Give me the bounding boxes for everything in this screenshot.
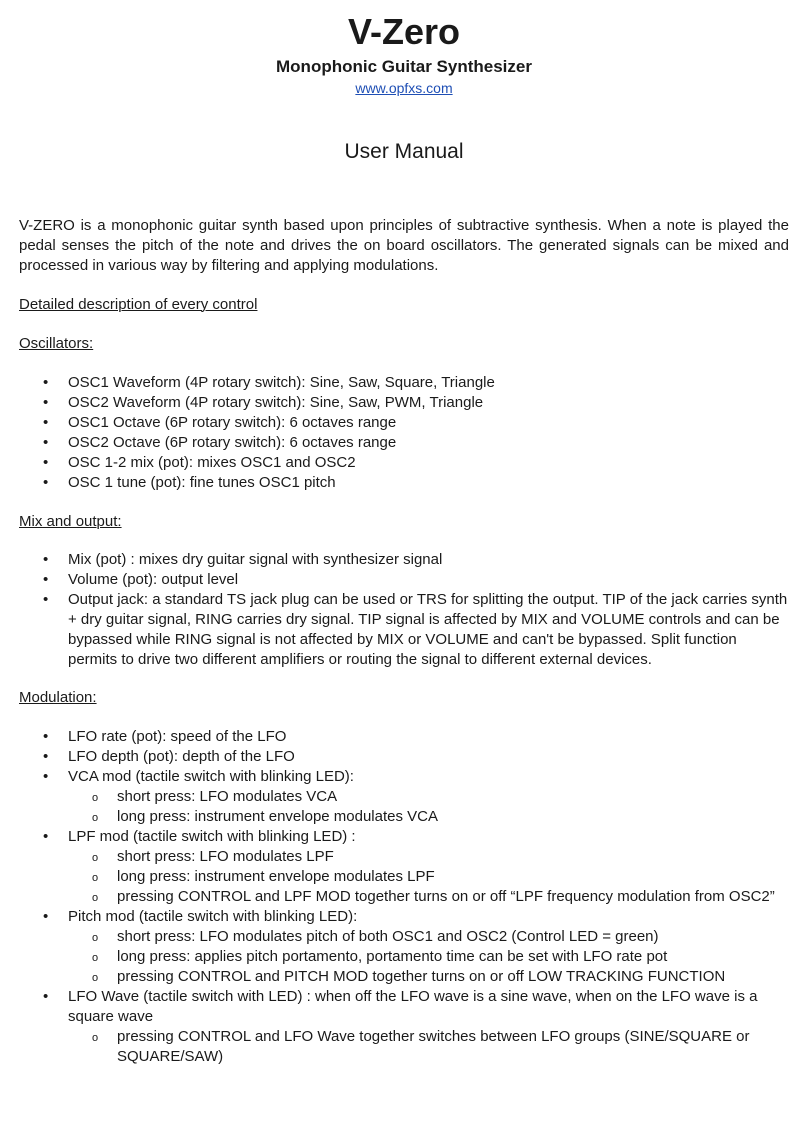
sub-list-item: o short press: LFO modulates LPF xyxy=(68,847,789,867)
list-item: • OSC1 Octave (6P rotary switch): 6 octaves range xyxy=(19,413,789,433)
sub-list-item: o short press: LFO modulates VCA xyxy=(68,787,789,807)
product-subtitle: Monophonic Guitar Synthesizer xyxy=(276,57,532,76)
list-item-label: VCA mod (tactile switch with blinking LED): xyxy=(68,768,354,785)
list-item xyxy=(19,727,789,747)
modulation-heading: Modulation: xyxy=(19,689,97,706)
sub-list-item: o pressing CONTROL and PITCH MOD together turns on or off LOW TRACKING FUNCTION xyxy=(68,967,789,987)
sub-list xyxy=(68,1027,789,1067)
sub-list-item: o long press: applies pitch portamento, portamento time can be set with LFO rate pot xyxy=(68,947,789,967)
oscillators-list xyxy=(19,373,789,493)
sub-list-item: o pressing CONTROL and LFO Wave together switches between LFO groups (SINE/SQUARE or SQUARE/SAW) xyxy=(68,1027,789,1067)
list-item-label: LFO depth (pot): depth of the LFO xyxy=(68,748,295,765)
list-item: • Volume (pot): output level xyxy=(19,570,789,590)
mix-output-heading: Mix and output: xyxy=(19,513,122,530)
sub-list-item: o long press: instrument envelope modulates VCA xyxy=(68,807,789,827)
list-item: • Mix (pot) : mixes dry guitar signal with synthesizer signal xyxy=(19,550,789,570)
sub-list-item: o short press: LFO modulates pitch of both OSC1 and OSC2 (Control LED = green) xyxy=(68,927,789,947)
sub-list xyxy=(68,927,789,987)
list-item-label: LPF mod (tactile switch with blinking LED) : xyxy=(68,828,356,845)
list-item: • Output jack: a standard TS jack plug can be used or TRS for splitting the output. TIP of the jack carries synth + dry guitar signal, RING carries dry signal. TIP signal is affected by MIX and VOLUME controls and can be bypassed while RING signal is not affected by MIX or VOLUME and can't be bypassed. Split function permits to drive two different amplifiers or routing the signal to different external devices. xyxy=(19,590,789,670)
list-item xyxy=(19,747,789,767)
list-item: • OSC2 Octave (6P rotary switch): 6 octaves range xyxy=(19,433,789,453)
manual-title: User Manual xyxy=(344,140,464,163)
intro-paragraph: V-ZERO is a monophonic guitar synth based upon principles of subtractive synthesis. When a note is played the pedal senses the pitch of the note and drives the on board oscillators. The generated signals can be mixed and processed in various way by filtering and applying modulations. xyxy=(19,217,789,274)
oscillators-heading: Oscillators: xyxy=(19,335,94,352)
list-item-label: Pitch mod (tactile switch with blinking LED): xyxy=(68,908,358,925)
list-item: • OSC 1-2 mix (pot): mixes OSC1 and OSC2 xyxy=(19,453,789,473)
list-item: • OSC2 Waveform (4P rotary switch): Sine, Saw, PWM, Triangle xyxy=(19,393,789,413)
detailed-description-heading: Detailed description of every control xyxy=(19,296,258,313)
sub-list-item: o pressing CONTROL and LPF MOD together turns on or off “LPF frequency modulation from OSC2” xyxy=(68,887,789,907)
mix-output-list xyxy=(19,550,789,670)
modulation-list xyxy=(19,727,789,1067)
website-link[interactable]: www.opfxs.com xyxy=(355,80,453,96)
product-title: V-Zero xyxy=(347,11,461,52)
list-item xyxy=(19,767,789,827)
list-item xyxy=(19,827,789,907)
list-item xyxy=(19,987,789,1067)
list-item: • OSC1 Waveform (4P rotary switch): Sine, Saw, Square, Triangle xyxy=(19,373,789,393)
website-line xyxy=(0,78,808,98)
sub-list xyxy=(68,847,789,907)
sub-list xyxy=(68,787,789,827)
list-item-label: LFO rate (pot): speed of the LFO xyxy=(68,728,287,745)
list-item-label: LFO Wave (tactile switch with LED) : when off the LFO wave is a sine wave, when on the LFO wave is a square wave xyxy=(68,988,758,1025)
list-item xyxy=(19,907,789,987)
list-item: • OSC 1 tune (pot): fine tunes OSC1 pitch xyxy=(19,473,789,493)
sub-list-item: o long press: instrument envelope modulates LPF xyxy=(68,867,789,887)
